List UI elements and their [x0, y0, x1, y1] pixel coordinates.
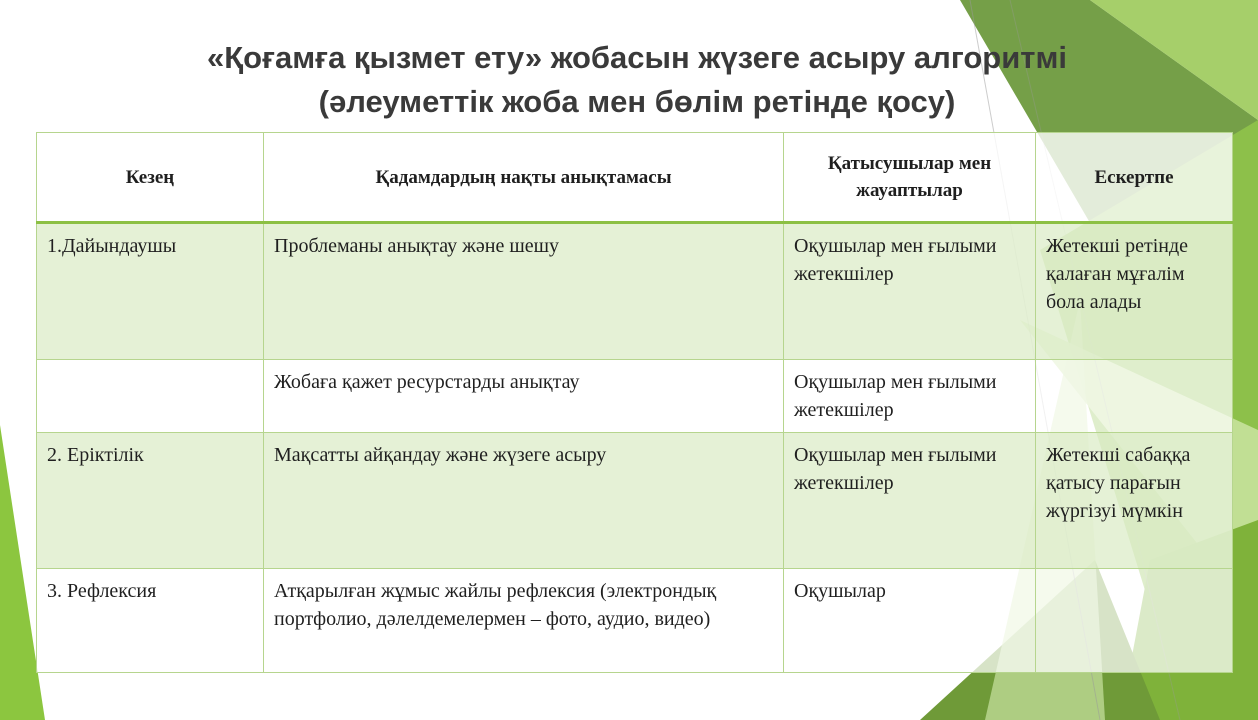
cell-participants: Оқушылар мен ғылыми жетекшілер [784, 433, 1036, 569]
table-row [37, 433, 1233, 569]
cell-participants: Оқушылар мен ғылыми жетекшілер [784, 360, 1036, 433]
title-line-1: «Қоғамға қызмет ету» жобасын жүзеге асыру алгоритмі [206, 40, 1068, 75]
cell-note: Жетекші сабаққа қатысу парағын жүргізуі мүмкін [1036, 433, 1233, 569]
table-header-row [37, 133, 1233, 223]
header-stage: Кезең [37, 133, 264, 223]
cell-step: Атқарылған жұмыс жайлы рефлексия (электрондық портфолио, дәлелдемелермен – фото, аудио, видео) [264, 569, 784, 673]
cell-stage: 2. Еріктілік [37, 433, 264, 569]
page-title [0, 36, 1258, 124]
table-row [37, 569, 1233, 673]
cell-note [1036, 360, 1233, 433]
title-line-2: (әлеуметтік жоба мен бөлім ретінде қосу) [318, 84, 956, 119]
cell-participants: Оқушылар мен ғылыми жетекшілер [784, 223, 1036, 360]
cell-stage [37, 360, 264, 433]
cell-step: Проблеманы анықтау және шешу [264, 223, 784, 360]
cell-stage: 1.Дайындаушы [37, 223, 264, 360]
cell-participants: Оқушылар [784, 569, 1036, 673]
algorithm-table [36, 132, 1233, 673]
cell-note: Жетекші ретінде қалаған мұғалім бола алады [1036, 223, 1233, 360]
header-participants: Қатысушылар мен жауаптылар [784, 133, 1036, 223]
cell-note [1036, 569, 1233, 673]
cell-step: Жобаға қажет ресурстарды анықтау [264, 360, 784, 433]
table-row [37, 223, 1233, 360]
header-step: Қадамдардың нақты анықтамасы [264, 133, 784, 223]
cell-step: Мақсатты айқандау және жүзеге асыру [264, 433, 784, 569]
cell-stage: 3. Рефлексия [37, 569, 264, 673]
header-note: Ескертпе [1036, 133, 1233, 223]
table-row [37, 360, 1233, 433]
